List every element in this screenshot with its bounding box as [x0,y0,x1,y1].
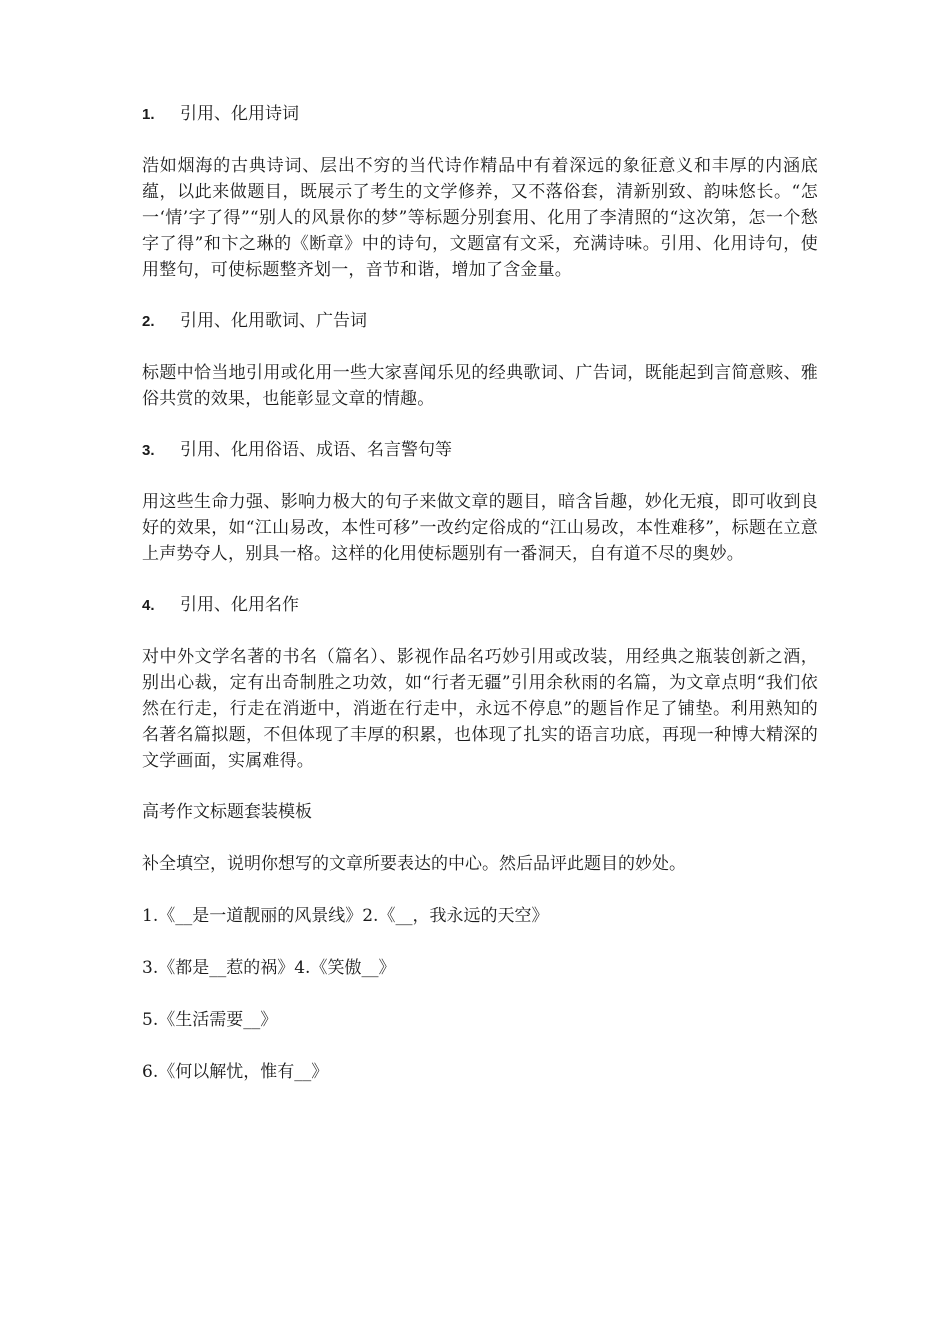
section-3-title: 引用、化用俗语、成语、名言警句等 [180,440,452,460]
template-line-3: 5.《生活需要__》 [142,1010,278,1030]
template-line-1: 1.《__是一道靓丽的风景线》2.《__，我永远的天空》 [142,906,549,926]
template-instruction: 补全填空，说明你想写的文章所要表达的中心。然后品评此题目的妙处。 [142,854,686,874]
section-1-number: 1. [142,106,155,123]
section-1-heading [142,100,818,129]
section-4-heading [142,591,818,620]
section-2-number: 2. [142,313,155,330]
template-heading: 高考作文标题套装模板 [142,802,312,822]
section-2-heading [142,307,818,336]
section-1-title: 引用、化用诗词 [180,104,299,124]
section-1-body: 浩如烟海的古典诗词、层出不穷的当代诗作精品中有着深远的象征意义和丰厚的内涵底蕴，以此来做题目，既展示了考生的文学修养，又不落俗套，清新别致、韵味悠长。“怎一‘情’字了得”“别人的风景你的梦”等标题分别套用、化用了李清照的“这次第，怎一个愁字了得”和卞之琳的《断章》中的诗句，文题富有文采，充满诗味。引用、化用诗句，使用整句，可使标题整齐划一，音节和谐，增加了含金量。 [142,156,818,280]
section-4-number: 4. [142,597,155,614]
section-3-body: 用这些生命力强、影响力极大的句子来做文章的题目，暗含旨趣，妙化无痕，即可收到良好的效果，如“江山易改，本性可移”一改约定俗成的“江山易改，本性难移”，标题在立意上声势夺人，别具一格。这样的化用使标题别有一番洞天，自有道不尽的奥妙。 [142,492,818,564]
section-2-title: 引用、化用歌词、广告词 [180,311,367,331]
section-2-body: 标题中恰当地引用或化用一些大家喜闻乐见的经典歌词、广告词，既能起到言简意赅、雅俗共赏的效果，也能彰显文章的情趣。 [142,363,818,409]
section-3-number: 3. [142,442,155,459]
section-4-title: 引用、化用名作 [180,595,299,615]
template-line-4: 6.《何以解忧，惟有__》 [142,1062,329,1082]
template-line-2: 3.《都是__惹的祸》4.《笑傲__》 [142,958,396,978]
section-4-body: 对中外文学名著的书名（篇名）、影视作品名巧妙引用或改装，用经典之瓶装创新之酒，别出心裁，定有出奇制胜之功效，如“行者无疆”引用余秋雨的名篇，为文章点明“我们依然在行走，行走在消逝中，消逝在行走中，永远不停息”的题旨作足了铺垫。利用熟知的名著名篇拟题，不但体现了丰厚的积累，也体现了扎实的语言功底，再现一种博大精深的文学画面，实属难得。 [142,647,818,771]
document-body [142,100,818,1110]
section-3-heading [142,436,818,465]
